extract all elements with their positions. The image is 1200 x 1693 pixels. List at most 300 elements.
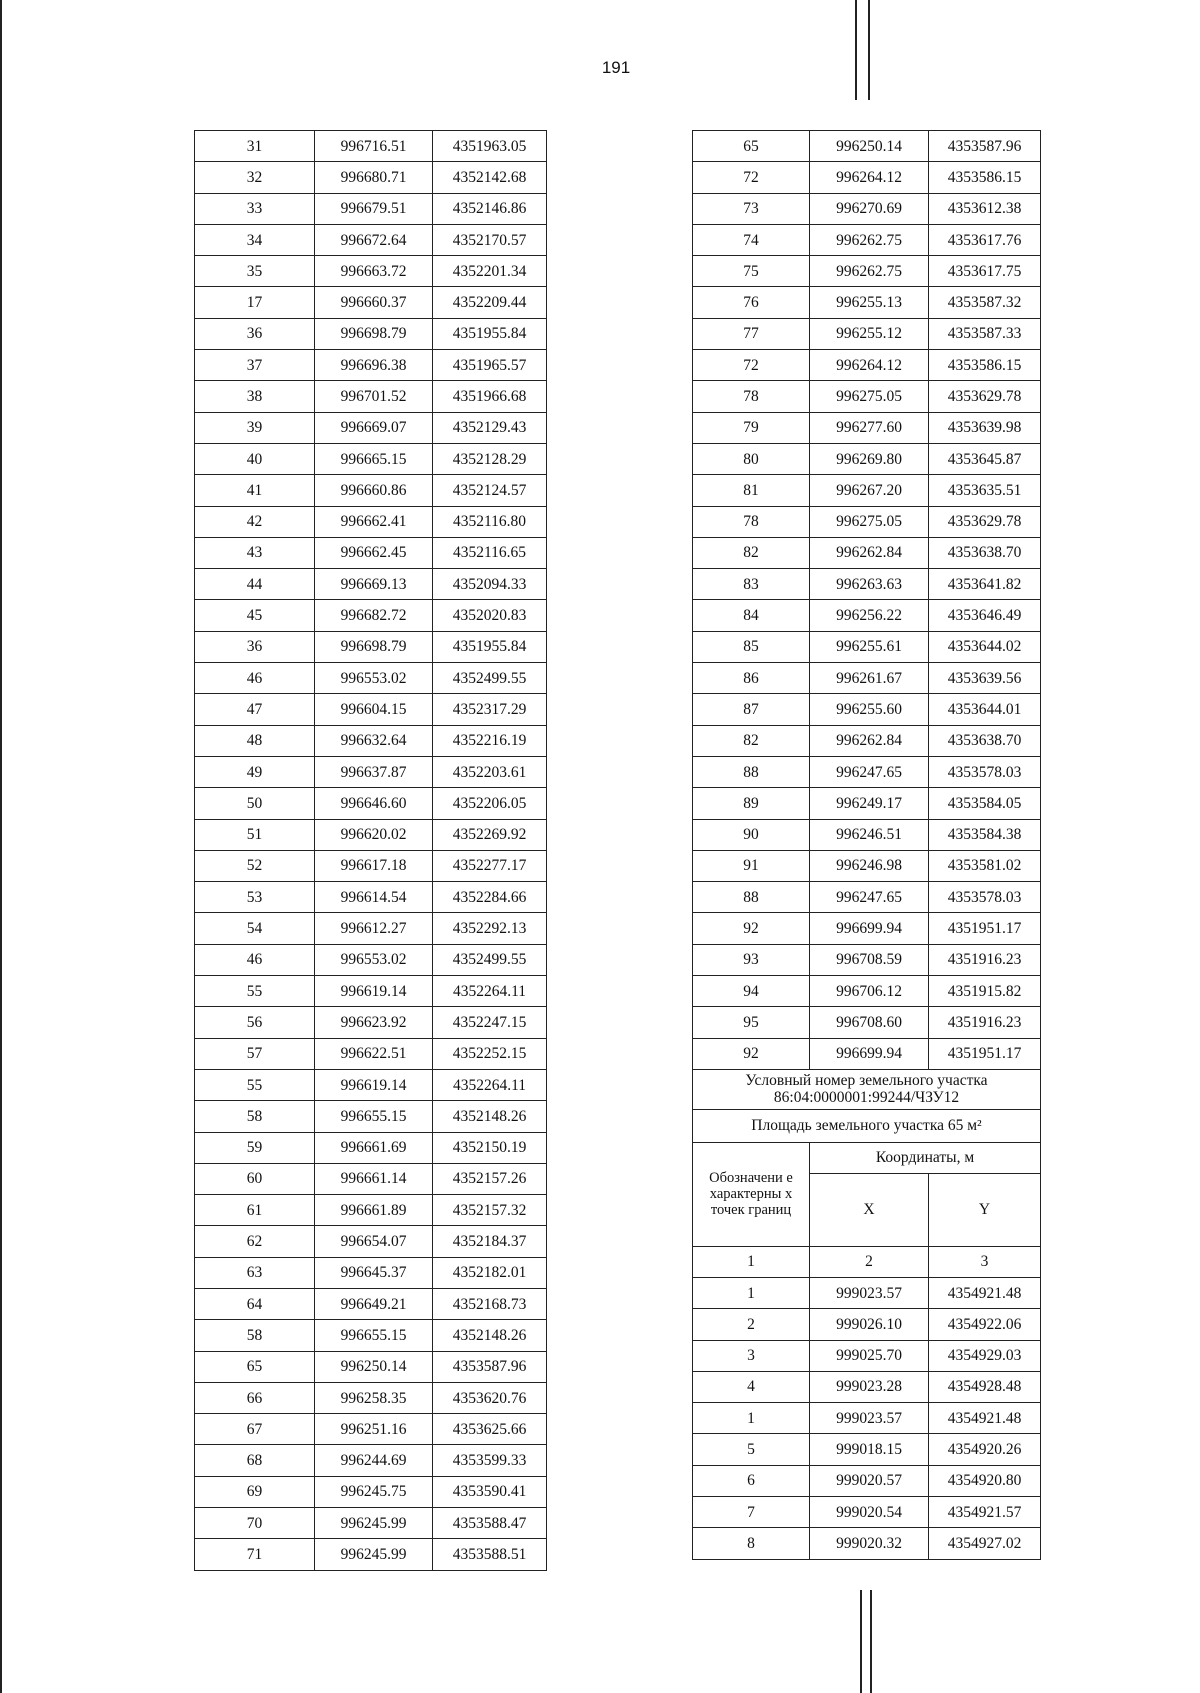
point-number-cell: 47 <box>195 694 315 725</box>
table-row <box>195 381 547 412</box>
x-coordinate-cell: 996262.84 <box>810 537 929 568</box>
y-coordinate-cell: 4353644.01 <box>929 694 1041 725</box>
table-row <box>195 850 547 881</box>
point-number-cell: 17 <box>195 287 315 318</box>
table-row <box>195 443 547 474</box>
x-coordinate-cell: 996622.51 <box>315 1038 433 1069</box>
y-coordinate-cell: 4352150.19 <box>433 1132 547 1163</box>
point-number-cell: 3 <box>693 1340 810 1371</box>
y-coordinate-cell: 4354929.03 <box>929 1340 1041 1371</box>
point-number-cell: 62 <box>195 1226 315 1257</box>
x-coordinate-cell: 996655.15 <box>315 1320 433 1351</box>
y-coordinate-cell: 4351966.68 <box>433 381 547 412</box>
point-number-cell: 46 <box>195 663 315 694</box>
point-number-cell: 32 <box>195 162 315 193</box>
point-number-cell: 44 <box>195 569 315 600</box>
y-coordinate-cell: 4352184.37 <box>433 1226 547 1257</box>
point-number-cell: 36 <box>195 318 315 349</box>
y-coordinate-cell: 4352168.73 <box>433 1288 547 1319</box>
y-coordinate-cell: 4352157.26 <box>433 1163 547 1194</box>
table-row <box>195 131 547 162</box>
x-coordinate-cell: 996604.15 <box>315 694 433 725</box>
table-row <box>195 475 547 506</box>
table-row <box>693 850 1041 881</box>
point-number-cell: 38 <box>195 381 315 412</box>
x-coordinate-cell: 996255.12 <box>810 318 929 349</box>
y-coordinate-cell: 4352157.32 <box>433 1195 547 1226</box>
point-number-cell: 2 <box>693 1309 810 1340</box>
y-coordinate-cell: 4354920.26 <box>929 1434 1041 1465</box>
table-row <box>195 1445 547 1476</box>
header-coordinates: Координаты, м <box>810 1142 1041 1173</box>
y-coordinate-cell: 4353638.70 <box>929 725 1041 756</box>
x-coordinate-cell: 996270.69 <box>810 193 929 224</box>
table-row <box>693 976 1041 1007</box>
table-row <box>195 725 547 756</box>
point-number-cell: 70 <box>195 1508 315 1539</box>
x-coordinate-cell: 996247.65 <box>810 756 929 787</box>
x-coordinate-cell: 996649.21 <box>315 1288 433 1319</box>
point-number-cell: 61 <box>195 1195 315 1226</box>
point-number-cell: 42 <box>195 506 315 537</box>
x-coordinate-cell: 996245.99 <box>315 1508 433 1539</box>
table-row <box>693 1528 1041 1559</box>
x-coordinate-cell: 996612.27 <box>315 913 433 944</box>
table-row <box>693 162 1041 193</box>
table-row <box>693 1007 1041 1038</box>
x-coordinate-cell: 996250.14 <box>810 131 929 162</box>
point-number-cell: 37 <box>195 350 315 381</box>
y-coordinate-cell: 4351955.84 <box>433 631 547 662</box>
point-number-cell: 76 <box>693 287 810 318</box>
x-coordinate-cell: 996696.38 <box>315 350 433 381</box>
y-coordinate-cell: 4354928.48 <box>929 1371 1041 1402</box>
point-number-cell: 34 <box>195 224 315 255</box>
y-coordinate-cell: 4352264.11 <box>433 1069 547 1100</box>
point-number-cell: 56 <box>195 1007 315 1038</box>
point-number-cell: 4 <box>693 1371 810 1402</box>
table-row <box>195 819 547 850</box>
y-coordinate-cell: 4353629.78 <box>929 506 1041 537</box>
point-number-cell: 39 <box>195 412 315 443</box>
x-coordinate-cell: 999025.70 <box>810 1340 929 1371</box>
table-row <box>693 475 1041 506</box>
table-row <box>195 1539 547 1570</box>
table-row <box>195 1257 547 1288</box>
y-coordinate-cell: 4353584.05 <box>929 788 1041 819</box>
x-coordinate-cell: 996645.37 <box>315 1257 433 1288</box>
y-coordinate-cell: 4352201.34 <box>433 256 547 287</box>
x-coordinate-cell: 996255.13 <box>810 287 929 318</box>
point-number-cell: 91 <box>693 850 810 881</box>
point-number-cell: 33 <box>195 193 315 224</box>
point-number-cell: 50 <box>195 788 315 819</box>
y-coordinate-cell: 4352284.66 <box>433 882 547 913</box>
table-row <box>195 976 547 1007</box>
table-row <box>195 1476 547 1507</box>
x-coordinate-cell: 996637.87 <box>315 756 433 787</box>
header-x: X <box>810 1173 929 1246</box>
x-coordinate-cell: 999023.57 <box>810 1403 929 1434</box>
x-coordinate-cell: 996698.79 <box>315 631 433 662</box>
header-index-1: 1 <box>693 1246 810 1277</box>
y-coordinate-cell: 4352252.15 <box>433 1038 547 1069</box>
y-coordinate-cell: 4353644.02 <box>929 631 1041 662</box>
point-number-cell: 43 <box>195 537 315 568</box>
x-coordinate-cell: 996665.15 <box>315 443 433 474</box>
point-number-cell: 63 <box>195 1257 315 1288</box>
y-coordinate-cell: 4353620.76 <box>433 1382 547 1413</box>
table-row <box>693 1277 1041 1308</box>
table-row <box>693 600 1041 631</box>
x-coordinate-cell: 996623.92 <box>315 1007 433 1038</box>
y-coordinate-cell: 4353617.76 <box>929 224 1041 255</box>
y-coordinate-cell: 4352317.29 <box>433 694 547 725</box>
table-row <box>693 725 1041 756</box>
y-coordinate-cell: 4352170.57 <box>433 224 547 255</box>
x-coordinate-cell: 996262.75 <box>810 224 929 255</box>
point-number-cell: 55 <box>195 976 315 1007</box>
point-number-cell: 65 <box>693 131 810 162</box>
x-coordinate-cell: 996255.61 <box>810 631 929 662</box>
point-number-cell: 95 <box>693 1007 810 1038</box>
y-coordinate-cell: 4354921.57 <box>929 1497 1041 1528</box>
header-index-row <box>693 1246 1041 1277</box>
y-coordinate-cell: 4351955.84 <box>433 318 547 349</box>
x-coordinate-cell: 996662.41 <box>315 506 433 537</box>
table-row <box>693 819 1041 850</box>
y-coordinate-cell: 4353587.33 <box>929 318 1041 349</box>
point-number-cell: 46 <box>195 944 315 975</box>
table-row <box>693 1038 1041 1069</box>
y-coordinate-cell: 4352182.01 <box>433 1257 547 1288</box>
x-coordinate-cell: 996701.52 <box>315 381 433 412</box>
y-coordinate-cell: 4352277.17 <box>433 850 547 881</box>
x-coordinate-cell: 996261.67 <box>810 663 929 694</box>
table-row <box>693 287 1041 318</box>
table-row <box>195 287 547 318</box>
point-number-cell: 66 <box>195 1382 315 1413</box>
table-row <box>195 1101 547 1132</box>
x-coordinate-cell: 996262.75 <box>810 256 929 287</box>
y-coordinate-cell: 4353599.33 <box>433 1445 547 1476</box>
point-number-cell: 69 <box>195 1476 315 1507</box>
x-coordinate-cell: 996682.72 <box>315 600 433 631</box>
table-row <box>693 788 1041 819</box>
point-number-cell: 83 <box>693 569 810 600</box>
table-row <box>195 1508 547 1539</box>
point-number-cell: 74 <box>693 224 810 255</box>
point-number-cell: 65 <box>195 1351 315 1382</box>
x-coordinate-cell: 996672.64 <box>315 224 433 255</box>
table-row <box>195 193 547 224</box>
table-row <box>693 224 1041 255</box>
y-coordinate-cell: 4351915.82 <box>929 976 1041 1007</box>
coordinates-table-right-body-2 <box>693 1277 1041 1559</box>
y-coordinate-cell: 4352129.43 <box>433 412 547 443</box>
x-coordinate-cell: 996646.60 <box>315 788 433 819</box>
table-row <box>693 506 1041 537</box>
scan-binding-line-bottom <box>860 1590 862 1693</box>
y-coordinate-cell: 4352203.61 <box>433 756 547 787</box>
table-row <box>693 443 1041 474</box>
point-number-cell: 90 <box>693 819 810 850</box>
x-coordinate-cell: 996258.35 <box>315 1382 433 1413</box>
scan-edge-line-left <box>0 0 2 1693</box>
point-number-cell: 51 <box>195 819 315 850</box>
point-number-cell: 75 <box>693 256 810 287</box>
table-row <box>693 381 1041 412</box>
y-coordinate-cell: 4351916.23 <box>929 944 1041 975</box>
scan-binding-line-bottom-2 <box>870 1590 872 1693</box>
x-coordinate-cell: 996251.16 <box>315 1414 433 1445</box>
x-coordinate-cell: 996247.65 <box>810 882 929 913</box>
y-coordinate-cell: 4352146.86 <box>433 193 547 224</box>
parcel-area: Площадь земельного участка 65 м² <box>693 1109 1041 1142</box>
point-number-cell: 89 <box>693 788 810 819</box>
parcel-number-row <box>693 1069 1041 1109</box>
point-number-cell: 1 <box>693 1277 810 1308</box>
x-coordinate-cell: 996619.14 <box>315 1069 433 1100</box>
header-row-1 <box>693 1142 1041 1173</box>
y-coordinate-cell: 4354927.02 <box>929 1528 1041 1559</box>
point-number-cell: 53 <box>195 882 315 913</box>
point-number-cell: 49 <box>195 756 315 787</box>
x-coordinate-cell: 996680.71 <box>315 162 433 193</box>
table-row <box>693 631 1041 662</box>
x-coordinate-cell: 996249.17 <box>810 788 929 819</box>
point-number-cell: 81 <box>693 475 810 506</box>
y-coordinate-cell: 4353588.51 <box>433 1539 547 1570</box>
point-number-cell: 73 <box>693 193 810 224</box>
y-coordinate-cell: 4351951.17 <box>929 1038 1041 1069</box>
table-row <box>693 256 1041 287</box>
x-coordinate-cell: 996619.14 <box>315 976 433 1007</box>
x-coordinate-cell: 999026.10 <box>810 1309 929 1340</box>
point-number-cell: 54 <box>195 913 315 944</box>
x-coordinate-cell: 996663.72 <box>315 256 433 287</box>
parcel-heading: Условный номер земельного участка <box>745 1071 988 1089</box>
y-coordinate-cell: 4352216.19 <box>433 725 547 756</box>
y-coordinate-cell: 4352020.83 <box>433 600 547 631</box>
parcel-section <box>693 1069 1041 1277</box>
table-row <box>693 1309 1041 1340</box>
coordinates-table-left-body <box>195 131 547 1571</box>
table-row <box>195 1163 547 1194</box>
point-number-cell: 1 <box>693 1403 810 1434</box>
header-index-2: 2 <box>810 1246 929 1277</box>
table-row <box>693 1497 1041 1528</box>
x-coordinate-cell: 996245.99 <box>315 1539 433 1570</box>
table-row <box>195 162 547 193</box>
y-coordinate-cell: 4352116.80 <box>433 506 547 537</box>
coordinates-table-left <box>194 130 547 1571</box>
x-coordinate-cell: 996250.14 <box>315 1351 433 1382</box>
y-coordinate-cell: 4353646.49 <box>929 600 1041 631</box>
point-number-cell: 57 <box>195 1038 315 1069</box>
x-coordinate-cell: 996660.86 <box>315 475 433 506</box>
point-number-cell: 78 <box>693 506 810 537</box>
x-coordinate-cell: 996654.07 <box>315 1226 433 1257</box>
point-number-cell: 58 <box>195 1320 315 1351</box>
table-row <box>693 1403 1041 1434</box>
y-coordinate-cell: 4352499.55 <box>433 944 547 975</box>
x-coordinate-cell: 996708.60 <box>810 1007 929 1038</box>
x-coordinate-cell: 996716.51 <box>315 131 433 162</box>
point-number-cell: 64 <box>195 1288 315 1319</box>
table-row <box>195 224 547 255</box>
y-coordinate-cell: 4352116.65 <box>433 537 547 568</box>
point-number-cell: 35 <box>195 256 315 287</box>
x-coordinate-cell: 996269.80 <box>810 443 929 474</box>
parcel-number: 86:04:0000001:99244/ЧЗУ12 <box>773 1089 960 1107</box>
table-row <box>195 569 547 600</box>
x-coordinate-cell: 996246.51 <box>810 819 929 850</box>
point-number-cell: 92 <box>693 913 810 944</box>
x-coordinate-cell: 996699.94 <box>810 1038 929 1069</box>
point-number-cell: 67 <box>195 1414 315 1445</box>
table-row <box>693 756 1041 787</box>
x-coordinate-cell: 999018.15 <box>810 1434 929 1465</box>
table-row <box>195 412 547 443</box>
y-coordinate-cell: 4351951.17 <box>929 913 1041 944</box>
x-coordinate-cell: 999023.28 <box>810 1371 929 1402</box>
point-number-cell: 60 <box>195 1163 315 1194</box>
scan-binding-line-top-2 <box>868 0 870 100</box>
y-coordinate-cell: 4353586.15 <box>929 350 1041 381</box>
x-coordinate-cell: 996614.54 <box>315 882 433 913</box>
table-row <box>693 913 1041 944</box>
table-row <box>195 1414 547 1445</box>
x-coordinate-cell: 996275.05 <box>810 381 929 412</box>
x-coordinate-cell: 996708.59 <box>810 944 929 975</box>
parcel-number-cell <box>693 1069 1041 1109</box>
table-row <box>195 350 547 381</box>
point-number-cell: 88 <box>693 756 810 787</box>
header-y: Y <box>929 1173 1041 1246</box>
x-coordinate-cell: 999023.57 <box>810 1277 929 1308</box>
y-coordinate-cell: 4352124.57 <box>433 475 547 506</box>
x-coordinate-cell: 996553.02 <box>315 944 433 975</box>
point-number-cell: 36 <box>195 631 315 662</box>
point-number-cell: 82 <box>693 537 810 568</box>
x-coordinate-cell: 996661.14 <box>315 1163 433 1194</box>
table-row <box>693 193 1041 224</box>
x-coordinate-cell: 996263.63 <box>810 569 929 600</box>
point-number-cell: 7 <box>693 1497 810 1528</box>
y-coordinate-cell: 4352094.33 <box>433 569 547 600</box>
table-row <box>195 256 547 287</box>
x-coordinate-cell: 996262.84 <box>810 725 929 756</box>
y-coordinate-cell: 4354921.48 <box>929 1403 1041 1434</box>
y-coordinate-cell: 4351916.23 <box>929 1007 1041 1038</box>
y-coordinate-cell: 4352264.11 <box>433 976 547 1007</box>
table-row <box>693 1340 1041 1371</box>
table-row <box>693 1371 1041 1402</box>
table-row <box>195 537 547 568</box>
table-row <box>693 412 1041 443</box>
x-coordinate-cell: 996632.64 <box>315 725 433 756</box>
point-number-cell: 87 <box>693 694 810 725</box>
x-coordinate-cell: 996620.02 <box>315 819 433 850</box>
point-number-cell: 31 <box>195 131 315 162</box>
y-coordinate-cell: 4353587.32 <box>929 287 1041 318</box>
coordinates-table-right <box>692 130 1041 1560</box>
table-row <box>195 506 547 537</box>
x-coordinate-cell: 999020.57 <box>810 1465 929 1496</box>
x-coordinate-cell: 996617.18 <box>315 850 433 881</box>
point-number-cell: 92 <box>693 1038 810 1069</box>
table-row <box>195 1007 547 1038</box>
x-coordinate-cell: 996662.45 <box>315 537 433 568</box>
point-number-cell: 55 <box>195 1069 315 1100</box>
x-coordinate-cell: 996275.05 <box>810 506 929 537</box>
table-row <box>195 944 547 975</box>
header-points: Обозначени е характерны х точек границ <box>693 1142 810 1246</box>
y-coordinate-cell: 4352206.05 <box>433 788 547 819</box>
table-row <box>693 1465 1041 1496</box>
point-number-cell: 88 <box>693 882 810 913</box>
point-number-cell: 71 <box>195 1539 315 1570</box>
point-number-cell: 68 <box>195 1445 315 1476</box>
y-coordinate-cell: 4352499.55 <box>433 663 547 694</box>
x-coordinate-cell: 996264.12 <box>810 162 929 193</box>
y-coordinate-cell: 4353645.87 <box>929 443 1041 474</box>
y-coordinate-cell: 4352292.13 <box>433 913 547 944</box>
point-number-cell: 79 <box>693 412 810 443</box>
y-coordinate-cell: 4353629.78 <box>929 381 1041 412</box>
y-coordinate-cell: 4354922.06 <box>929 1309 1041 1340</box>
x-coordinate-cell: 996246.98 <box>810 850 929 881</box>
x-coordinate-cell: 996267.20 <box>810 475 929 506</box>
y-coordinate-cell: 4351963.05 <box>433 131 547 162</box>
y-coordinate-cell: 4352148.26 <box>433 1101 547 1132</box>
x-coordinate-cell: 996660.37 <box>315 287 433 318</box>
table-row <box>195 1226 547 1257</box>
x-coordinate-cell: 996553.02 <box>315 663 433 694</box>
table-row <box>693 944 1041 975</box>
y-coordinate-cell: 4352269.92 <box>433 819 547 850</box>
table-row <box>693 1434 1041 1465</box>
table-row <box>693 318 1041 349</box>
table-row <box>195 318 547 349</box>
table-row <box>195 756 547 787</box>
y-coordinate-cell: 4353638.70 <box>929 537 1041 568</box>
x-coordinate-cell: 996256.22 <box>810 600 929 631</box>
table-row <box>195 882 547 913</box>
point-number-cell: 6 <box>693 1465 810 1496</box>
y-coordinate-cell: 4353584.38 <box>929 819 1041 850</box>
point-number-cell: 77 <box>693 318 810 349</box>
y-coordinate-cell: 4353581.02 <box>929 850 1041 881</box>
y-coordinate-cell: 4353587.96 <box>929 131 1041 162</box>
table-row <box>693 350 1041 381</box>
table-row <box>195 1132 547 1163</box>
x-coordinate-cell: 996264.12 <box>810 350 929 381</box>
point-number-cell: 48 <box>195 725 315 756</box>
table-row <box>693 694 1041 725</box>
y-coordinate-cell: 4352128.29 <box>433 443 547 474</box>
y-coordinate-cell: 4353617.75 <box>929 256 1041 287</box>
point-number-cell: 82 <box>693 725 810 756</box>
header-index-3: 3 <box>929 1246 1041 1277</box>
y-coordinate-cell: 4353639.56 <box>929 663 1041 694</box>
y-coordinate-cell: 4353590.41 <box>433 1476 547 1507</box>
y-coordinate-cell: 4353639.98 <box>929 412 1041 443</box>
point-number-cell: 8 <box>693 1528 810 1559</box>
x-coordinate-cell: 996679.51 <box>315 193 433 224</box>
table-row <box>195 1038 547 1069</box>
